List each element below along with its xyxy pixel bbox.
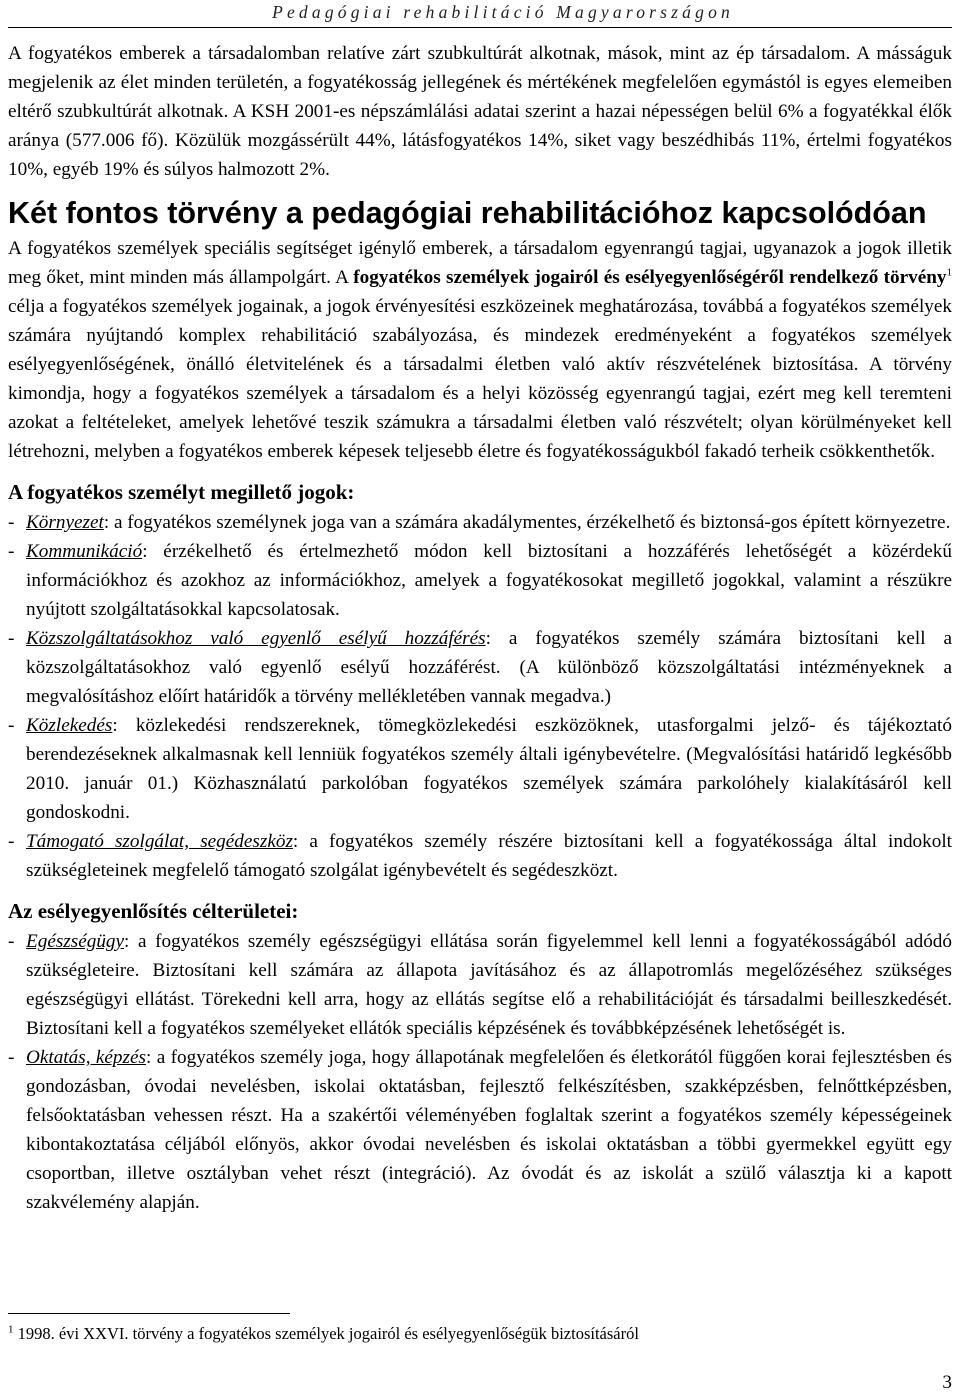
footnote-rule [8,1313,290,1314]
equality-item-text: : a fogyatékos személy egészségügyi ellátása során figyelemmel kell lenni a fogyatékosságából adódó szükségleteire. Biztosítani kell számára az állapota javításához és az állapotromlás megelőzéséhez szükséges egészségügyi ellátást. Törekedni kell arra, hogy az ellátás segítse elő a rehabilitációját és társadalmi beilleszkedését. Biztosítani kell a fogyatékos személyeket ellátók speciális képzésének és továbbképzésének lehetőségét is. [26,931,952,1039]
equality-item-text: : a fogyatékos személy joga, hogy állapotának megfelelően és életkorától függően korai fejlesztésben és gondozásban, óvodai nevelésben, iskolai oktatásban, fejlesztő felkészítésben, szakképzésben, felnőttképzésben, felsőoktatásban vehessen részt. Ha a szakértői véleményében foglaltak szerint a fogyatékos személy képességeinek kibontakoztatása céljából előnyös, akkor óvodai nevelésben és iskolai oktatásban a többi gyermekkel együtt egy csoportban, illetve osztályban vehet részt (integráció). Az óvodát és az iskolát a szülő választja ki a kapott szakvélemény alapján. [26,1047,952,1213]
rights-item-label: Környezet [26,512,104,533]
rights-item-label: Kommunikáció [26,541,143,562]
footnote-text: 1998. évi XXVI. törvény a fogyatékos személyek jogairól és esélyegyenlőségük biztosításáról [13,1324,639,1343]
footnote [8,1324,639,1344]
rights-item-text: : a fogyatékos személynek joga van a számára akadálymentes, érzékelhető és biztonsá-gos épített környezetre. [103,512,951,533]
section-heading-equality: Az esélyegyenlősítés célterületei: [8,899,299,923]
rights-item-label: Közszolgáltatásokhoz való egyenlő esélyű hozzáférés [26,628,486,649]
rights-item-text: : a fogyatékos személy számára biztosítani kell a közszolgáltatásokhoz való egyenlő esélyű hozzáférést. (A különböző közszolgáltatási intézményeknek a megvalósításhoz előírt határidők a törvény mellékletében vannak megadva.) [26,628,952,707]
rights-item: - Közlekedés: közlekedési rendszereknek, tömegközlekedési eszközöknek, utasforgalmi jelző- és tájékoztató berendezéseknek alkalmasnak kell lenniük fogyatékos személy általi igénybevételre. (Megvalósítási határidő legkésőbb 2010. január 01.) Közhasználatú parkolóban fogyatékos személyek számára parkolóhely kialakításáról kell gondoskodni. [8,715,952,823]
rights-item-text: : a fogyatékos személy részére biztosítani kell a fogyatékossága által indokolt szükségleteinek megfelelő támogató szolgálat igénybevételt és segédeszközt. [26,831,952,881]
laws-text-end: célja a fogyatékos személyek jogainak, a jogok érvényesítési eszközeinek meghatározása, továbbá a fogyatékos személyek számára nyújtandó komplex rehabilitáció szabályozása, és mindezek eredményeként a fogyatékos személyek esélyegyenlőségének, önálló életvitelének és a társadalmi életben való aktív részvételének biztosítása. A törvény kimondja, hogy a fogyatékos személyek a társadalom és a helyi közösség egyenrangú tagjai, ezért meg kell teremteni azokat a feltételeket, amelyek lehetővé teszik számukra a társadalmi életben való részvételt; olyan körülményeket kell létrehozni, melyben a fogyatékos emberek képesek teljesebb életre és fogyatékosságukból fakadó terheik csökkenthetők. [8,296,952,462]
equality-item: - Oktatás, képzés: a fogyatékos személy joga, hogy állapotának megfelelően és életkorától függően korai fejlesztésben és gondozásban, óvodai nevelésben, iskolai oktatásban, fejlesztő felkészítésben, szakképzésben, felnőttképzésben, felsőoktatásban vehessen részt. Ha a szakértői véleményében foglaltak szerint a fogyatékos személy képességeinek kibontakoztatása céljából előnyös, akkor óvodai nevelésben és iskolai oktatásban a többi gyermekkel együtt egy csoportban, illetve osztályban vehet részt (integráció). Az óvodát és az iskolát a szülő választja ki a kapott szakvélemény alapján. [8,1047,952,1213]
law-title: fogyatékos személyek jogairól és esélyegyenlőségéről rendelkező törvény [353,267,947,288]
laws-text-start: A fogyatékos személyek speciális segítséget igénylő emberek, a társadalom egyenrangú tagjai, ugyanazok a jogok illetik meg őket, mint minden más állampolgárt. A [8,238,952,288]
rights-item-text: : érzékelhető és értelmezhető módon kell biztosítani a hozzáférés lehetőségét a közérdekű információkhoz és azokhoz az információkhoz, amelyek a fogyatékosokat megillető jogokkal, valamint a részükre nyújtott szolgáltatásokkal kapcsolatosak. [26,541,952,620]
running-header: Pedagógiai rehabilitáció Magyarországon [272,2,734,22]
equality-item: - Egészségügy: a fogyatékos személy egészségügyi ellátása során figyelemmel kell lenni a fogyatékosságából adódó szükségleteire. Biztosítani kell számára az állapota javításához és az állapotromlás megelőzéséhez szükséges egészségügyi ellátást. Törekedni kell arra, hogy az ellátás segítse elő a rehabilitációját és társadalmi beilleszkedését. Biztosítani kell a fogyatékos személyeket ellátók speciális képzésének és továbbképzésének lehetőségét is. [8,931,952,1039]
rights-item: - Közszolgáltatásokhoz való egyenlő esélyű hozzáférés: a fogyatékos személy számára biztosítani kell a közszolgáltatásokhoz való egyenlő esélyű hozzáférést. (A különböző közszolgáltatási intézményeknek a megvalósításhoz előírt határidők a törvény mellékletében vannak megadva.) [8,628,952,707]
rights-item-label: Közlekedés [26,715,113,736]
rights-item: - Kommunikáció: érzékelhető és értelmezhető módon kell biztosítani a hozzáférés lehetőségét a közérdekű információkhoz és azokhoz az információkhoz, amelyek a fogyatékosokat megillető jogokkal, valamint a részükre nyújtott szolgáltatásokkal kapcsolatosak. [8,541,952,620]
rights-item-text: : közlekedési rendszereknek, tömegközlekedési eszközöknek, utasforgalmi jelző- és tájékoztató berendezéseknek alkalmasnak kell lenniük fogyatékos személy általi igénybevételre. (Megvalósítási határidő legkésőbb 2010. január 01.) Közhasználatú parkolóban fogyatékos személyek számára parkolóhely kialakításáról kell gondoskodni. [26,715,952,823]
equality-item-label: Oktatás, képzés [26,1047,146,1068]
header-rule [8,27,952,28]
equality-list [8,927,952,1217]
page-body [8,39,952,1217]
rights-item: - Támogató szolgálat, segédeszköz: a fogyatékos személy részére biztosítani kell a fogyatékossága által indokolt szükségleteinek megfelelő támogató szolgálat igénybevételt és segédeszközt. [8,831,952,881]
section-heading-laws: Két fontos törvény a pedagógiai rehabilitációhoz kapcsolódóan [8,196,927,230]
section-heading-rights: A fogyatékos személyt megillető jogok: [8,480,355,504]
footnote-ref: 1 [946,266,953,279]
rights-list [8,508,952,885]
rights-item: - Környezet: a fogyatékos személynek joga van a számára akadálymentes, érzékelhető és biztonsá-gos épített környezetre. [8,512,951,533]
page-number: 3 [942,1372,952,1393]
rights-item-label: Támogató szolgálat, segédeszköz [26,831,293,852]
footnote-number: 1 [8,1323,14,1336]
equality-item-label: Egészségügy [26,931,125,952]
intro-paragraph: A fogyatékos emberek a társadalomban relatíve zárt szubkultúrát alkotnak, mások, mint az ép társadalom. A másságuk megjelenik az élet minden területén, a fogyatékosság jellegének és mértékének megfelelően egymástól is egyes elemeiben eltérő szubkultúrát alkotnak. A KSH 2001-es népszámlálási adatai szerint a hazai népességen belül 6% a fogyatékkal élők aránya (577.006 fő). Közülük mozgássérült 44%, látásfogyatékos 14%, siket vagy beszédhibás 11%, értelmi fogyatékos 10%, egyéb 19% és súlyos halmozott 2%. [8,43,952,180]
laws-paragraph [8,234,952,466]
